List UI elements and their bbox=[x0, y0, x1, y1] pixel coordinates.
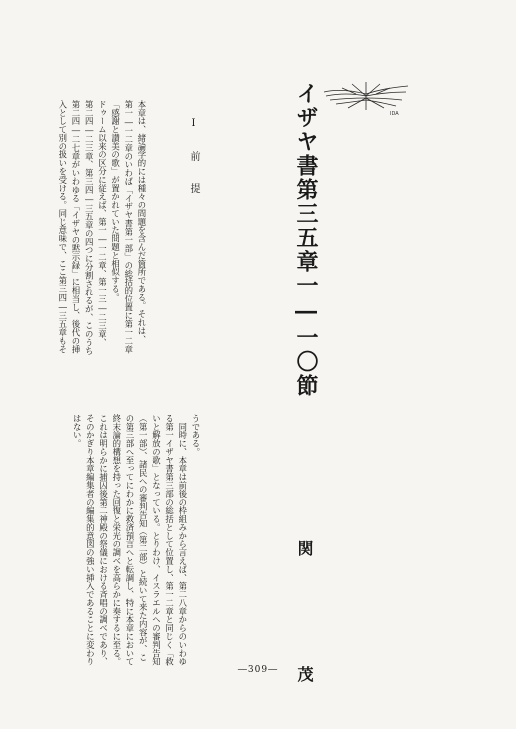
text-line: 終末論的構想を持った回復と栄光の調べを高らかに奏するに至る。 bbox=[111, 414, 122, 666]
lower-text-column bbox=[70, 414, 202, 666]
text-line: 第二四―二三章、第三四―三五章の四つに分割されるが、このうち bbox=[84, 100, 95, 355]
section-heading: I 前 提 bbox=[188, 118, 199, 199]
author-name: 関 茂 bbox=[295, 540, 314, 708]
text-line: 「感謝と讃美の歌」が置かれていた問題と相似する。 bbox=[110, 100, 121, 302]
svg-text:IDA: IDA bbox=[390, 111, 399, 117]
text-line: うである。 bbox=[191, 414, 201, 456]
text-line: （第一部）、諸民への審判告知（第二部）と続いて来た内容が、こ bbox=[138, 414, 149, 662]
upper-text-column bbox=[56, 100, 148, 355]
text-line: そのかぎり本章編集者の編集的意図の強い挿入であることに変わり bbox=[85, 414, 96, 666]
text-line: 第一―一二章のいわば「イザヤ書第一部」の総括的位置に第一二章 bbox=[123, 100, 134, 354]
text-line: 第二四―二七章がいわゆる「イザヤの黙示録」に相当し、後代の挿 bbox=[70, 100, 81, 354]
text-line: はない。 bbox=[72, 414, 83, 448]
text-line: ドゥーム以来の区分に従えば、第一―一二章、第一三―二三章、 bbox=[97, 100, 108, 347]
text-line: 本章は、緒論学的には種々の問題を含んだ箇所である。それは、 bbox=[137, 100, 147, 344]
page-number: ―309― bbox=[237, 665, 279, 675]
text-line: いと解放の歌」となっている。とりわけ、イスラエルへの審判告知 bbox=[151, 414, 162, 666]
article-title: イザヤ書第三五章一―一〇節 bbox=[293, 82, 319, 398]
text-line: 入として別の扱いを受ける。同じ意味で、ここ第三四―三五章もそ bbox=[57, 100, 68, 354]
text-line: これは明らかに捕囚後第二神殿の祭儀における斉唱の調べであり、 bbox=[98, 414, 109, 666]
text-line: る第一イザヤ書第三部の総括として位置し、第一二章と同じく「救 bbox=[164, 414, 175, 666]
decorative-ornament bbox=[322, 78, 412, 118]
text-line: の第三部へ至ってにわかに救済預言へと転調し、特に本章において bbox=[124, 414, 135, 666]
text-line: 同時に、本章は前後の枠組みから言えば、第二八章からのいわゆ bbox=[177, 414, 188, 666]
